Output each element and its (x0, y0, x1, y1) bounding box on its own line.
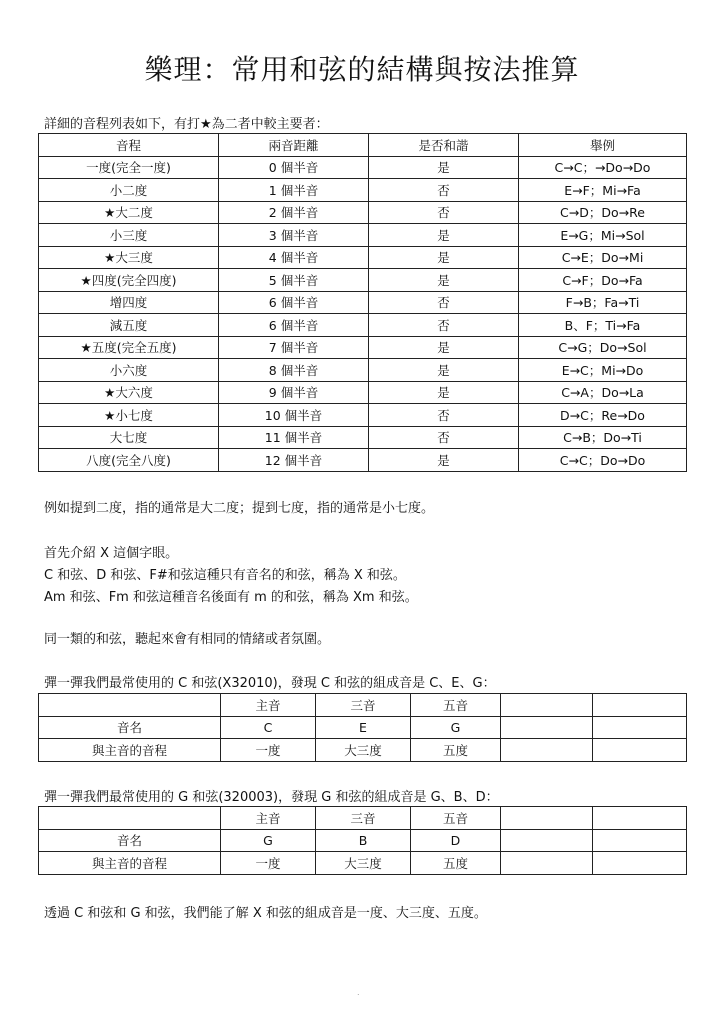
table-cell: 音名 (39, 716, 221, 739)
table-cell: 是 (369, 449, 519, 472)
table-cell: 否 (369, 179, 519, 202)
g-chord-table-body (39, 807, 687, 875)
table-cell: 減五度 (39, 314, 219, 337)
table-cell: C→D；Do→Re (519, 201, 687, 224)
table-cell: 6 個半音 (219, 291, 369, 314)
table-header-row (39, 694, 687, 717)
table-row (39, 381, 687, 404)
table-row (39, 224, 687, 247)
table-cell: 大三度 (316, 852, 411, 875)
table-row (39, 156, 687, 179)
table-cell: G (411, 716, 501, 739)
table-cell: 是 (369, 224, 519, 247)
table-cell: 大七度 (39, 426, 219, 449)
table-cell: D→C；Re→Do (519, 404, 687, 427)
table-cell: 否 (369, 201, 519, 224)
table-header-cell: 三音 (316, 694, 411, 717)
table-header-cell (501, 807, 593, 830)
table-cell: 否 (369, 404, 519, 427)
table-cell: 5 個半音 (219, 269, 369, 292)
table-cell: 一度 (221, 739, 316, 762)
page-title: 樂理：常用和弦的結構與按法推算 (144, 53, 580, 86)
c-chord-table-body (39, 694, 687, 762)
table-cell (501, 716, 593, 739)
table-row (39, 716, 687, 739)
table-cell: 與主音的音程 (39, 739, 221, 762)
table-cell: D (411, 829, 501, 852)
interval-table-body (39, 156, 687, 471)
table-cell: 3 個半音 (219, 224, 369, 247)
table-row (39, 291, 687, 314)
table-row (39, 426, 687, 449)
table-row (39, 739, 687, 762)
table-cell: ★四度(完全四度) (39, 269, 219, 292)
table-cell: E→G；Mi→Sol (519, 224, 687, 247)
paragraph-6: 彈一彈我們最常使用的 C 和弦(X32010)，發現 C 和弦的組成音是 C、E、G： (44, 676, 496, 691)
table-row (39, 336, 687, 359)
table-row (39, 829, 687, 852)
table-cell (593, 852, 687, 875)
table-cell: 小三度 (39, 224, 219, 247)
table-row (39, 179, 687, 202)
table-cell: 是 (369, 156, 519, 179)
table-cell: C→E；Do→Mi (519, 246, 687, 269)
table-row (39, 269, 687, 292)
table-header-row (39, 134, 687, 157)
table-header-cell: 五音 (411, 807, 501, 830)
table-cell: ★大二度 (39, 201, 219, 224)
paragraph-4: Am 和弦、Fm 和弦這種音名後面有 m 的和弦，稱為 Xm 和弦。 (44, 590, 418, 605)
table-header-cell: 主音 (221, 807, 316, 830)
table-cell: 小二度 (39, 179, 219, 202)
table-cell: 五度 (411, 739, 501, 762)
table-cell: 12 個半音 (219, 449, 369, 472)
table-cell: 增四度 (39, 291, 219, 314)
c-chord-table (38, 693, 687, 762)
intro-text: 詳細的音程列表如下，有打★為二者中較主要者： (44, 117, 329, 132)
table-cell (501, 829, 593, 852)
table-header-cell: 三音 (316, 807, 411, 830)
paragraph-2: 首先介紹 X 這個字眼。 (44, 546, 179, 561)
table-cell (593, 739, 687, 762)
table-header-cell: 主音 (221, 694, 316, 717)
paragraph-8: 透過 C 和弦和 G 和弦，我們能了解 X 和弦的組成音是一度、大三度、五度。 (44, 906, 487, 921)
table-cell: 八度(完全八度) (39, 449, 219, 472)
table-row (39, 852, 687, 875)
table-cell: 0 個半音 (219, 156, 369, 179)
table-header-cell: 是否和諧 (369, 134, 519, 157)
table-cell: 是 (369, 269, 519, 292)
g-chord-table (38, 806, 687, 875)
table-header-cell: 舉例 (519, 134, 687, 157)
table-header-cell (593, 694, 687, 717)
table-row (39, 201, 687, 224)
table-header-cell: 音程 (39, 134, 219, 157)
table-cell: C→G；Do→Sol (519, 336, 687, 359)
table-cell: 否 (369, 291, 519, 314)
table-header-row (39, 807, 687, 830)
table-cell: E→F；Mi→Fa (519, 179, 687, 202)
footer-mark: . (357, 988, 360, 997)
table-cell: B (316, 829, 411, 852)
table-row (39, 359, 687, 382)
table-cell: 10 個半音 (219, 404, 369, 427)
table-cell: 是 (369, 336, 519, 359)
table-header-cell (39, 807, 221, 830)
paragraph-7: 彈一彈我們最常使用的 G 和弦(320003)，發現 G 和弦的組成音是 G、B、D： (44, 790, 499, 805)
table-row (39, 404, 687, 427)
table-cell: C→C；→Do→Do (519, 156, 687, 179)
table-cell: ★小七度 (39, 404, 219, 427)
table-cell: C→C；Do→Do (519, 449, 687, 472)
table-cell: 小六度 (39, 359, 219, 382)
table-cell: E→C；Mi→Do (519, 359, 687, 382)
table-cell: ★五度(完全五度) (39, 336, 219, 359)
table-cell: 否 (369, 314, 519, 337)
table-cell: B、F；Ti→Fa (519, 314, 687, 337)
table-cell: 2 個半音 (219, 201, 369, 224)
table-cell: F→B；Fa→Ti (519, 291, 687, 314)
table-cell (501, 852, 593, 875)
table-cell: C→A；Do→La (519, 381, 687, 404)
table-cell: 音名 (39, 829, 221, 852)
paragraph-1: 例如提到二度，指的通常是大二度；提到七度，指的通常是小七度。 (44, 501, 435, 516)
paragraph-5: 同一類的和弦，聽起來會有相同的情緒或者氛圍。 (44, 632, 331, 647)
table-cell: 9 個半音 (219, 381, 369, 404)
table-cell: G (221, 829, 316, 852)
paragraph-3: C 和弦、D 和弦、F#和弦這種只有音名的和弦，稱為 X 和弦。 (44, 568, 406, 583)
table-cell (593, 829, 687, 852)
table-header-cell (593, 807, 687, 830)
table-header-cell (39, 694, 221, 717)
table-cell (501, 739, 593, 762)
table-cell: E (316, 716, 411, 739)
interval-table (38, 133, 687, 472)
table-cell: 1 個半音 (219, 179, 369, 202)
table-cell: 是 (369, 359, 519, 382)
table-cell: ★大三度 (39, 246, 219, 269)
table-cell: 與主音的音程 (39, 852, 221, 875)
table-cell: 6 個半音 (219, 314, 369, 337)
table-cell: C→F；Do→Fa (519, 269, 687, 292)
table-cell: 8 個半音 (219, 359, 369, 382)
table-cell: 大三度 (316, 739, 411, 762)
table-cell: 一度(完全一度) (39, 156, 219, 179)
table-cell (593, 716, 687, 739)
table-row (39, 314, 687, 337)
table-cell: 7 個半音 (219, 336, 369, 359)
table-cell: 否 (369, 426, 519, 449)
table-header-cell: 五音 (411, 694, 501, 717)
table-header-cell (501, 694, 593, 717)
table-cell: C (221, 716, 316, 739)
table-cell: 是 (369, 381, 519, 404)
table-cell: 是 (369, 246, 519, 269)
table-cell: C→B；Do→Ti (519, 426, 687, 449)
table-cell: ★大六度 (39, 381, 219, 404)
table-cell: 11 個半音 (219, 426, 369, 449)
table-row (39, 246, 687, 269)
table-row (39, 449, 687, 472)
table-header-cell: 兩音距離 (219, 134, 369, 157)
table-cell: 五度 (411, 852, 501, 875)
table-cell: 一度 (221, 852, 316, 875)
table-cell: 4 個半音 (219, 246, 369, 269)
